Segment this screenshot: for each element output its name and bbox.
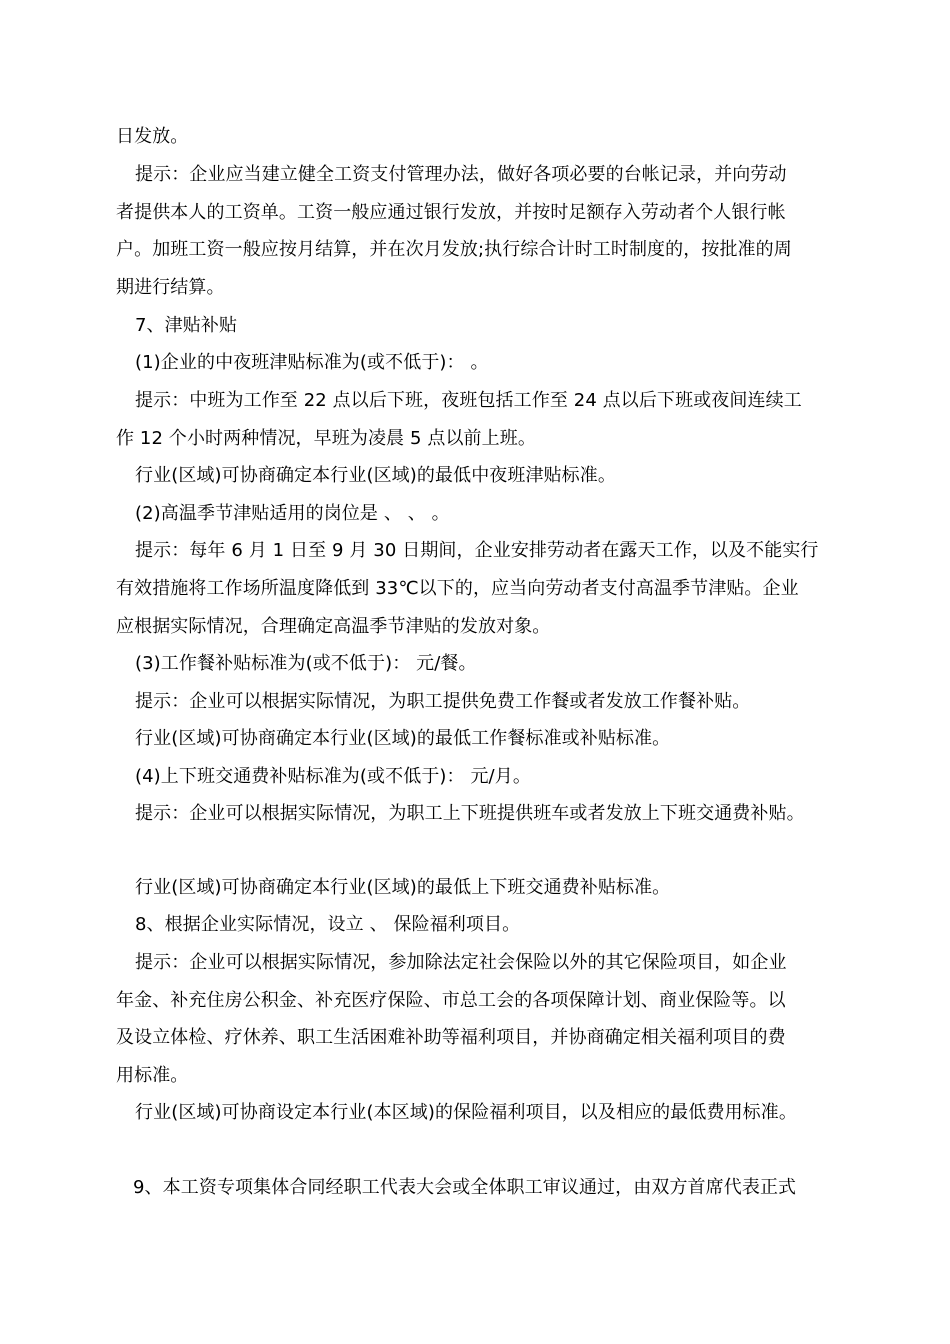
tip-line: 提示：企业可以根据实际情况，为职工上下班提供班车或者发放上下班交通费补贴。 [135,803,805,824]
paragraph-line: 日发放。 [116,126,189,147]
paragraph-line: 行业(区域)可协商确定本行业(区域)的最低工作餐标准或补贴标准。 [135,728,671,749]
section-heading: 8、根据企业实际情况，设立 、 保险福利项目。 [135,914,521,935]
paragraph-line: 期进行结算。 [116,277,225,298]
clause-line: (1)企业的中夜班津贴标准为(或不低于)： 。 [135,352,489,373]
paragraph-line: 行业(区域)可协商确定本行业(区域)的最低上下班交通费补贴标准。 [135,877,671,898]
paragraph-line: 有效措施将工作场所温度降低到 33℃以下的，应当向劳动者支付高温季节津贴。企业 [116,578,799,599]
paragraph-line: 行业(区域)可协商确定本行业(区域)的最低中夜班津贴标准。 [135,465,616,486]
paragraph-line: 用标准。 [116,1065,189,1086]
tip-line: 提示：中班为工作至 22 点以后下班，夜班包括工作至 24 点以后下班或夜间连续工 [135,390,802,411]
paragraph-line: 户。加班工资一般应按月结算，并在次月发放;执行综合计时工时制度的，按批准的周 [116,239,792,260]
tip-line: 提示：每年 6 月 1 日至 9 月 30 日期间，企业安排劳动者在露天工作，以及不能实行 [135,540,819,561]
clause-line: (3)工作餐补贴标准为(或不低于)： 元/餐。 [135,653,477,674]
paragraph-line: 年金、补充住房公积金、补充医疗保险、市总工会的各项保障计划、商业保险等。以 [116,990,786,1011]
paragraph-line: 行业(区域)可协商设定本行业(本区域)的保险福利项目，以及相应的最低费用标准。 [135,1102,797,1123]
tip-line: 提示：企业可以根据实际情况，为职工提供免费工作餐或者发放工作餐补贴。 [135,691,751,712]
section-heading: 9、本工资专项集体合同经职工代表大会或全体职工审议通过，由双方首席代表正式 [133,1177,797,1198]
paragraph-line: 者提供本人的工资单。工资一般应通过银行发放，并按时足额存入劳动者个人银行帐 [116,202,786,223]
tip-line: 提示：企业应当建立健全工资支付管理办法，做好各项必要的台帐记录，并向劳动 [135,164,787,185]
tip-line: 提示：企业可以根据实际情况，参加除法定社会保险以外的其它保险项目，如企业 [135,952,787,973]
clause-line: (4)上下班交通费补贴标准为(或不低于)： 元/月。 [135,766,531,787]
paragraph-line: 作 12 个小时两种情况，早班为凌晨 5 点以前上班。 [116,428,536,449]
section-heading: 7、津贴补贴 [135,315,238,336]
clause-line: (2)高温季节津贴适用的岗位是 、 、 。 [135,503,450,524]
paragraph-line: 及设立体检、疗休养、职工生活困难补助等福利项目，并协商确定相关福利项目的费 [116,1027,786,1048]
paragraph-line: 应根据实际情况，合理确定高温季节津贴的发放对象。 [116,616,551,637]
